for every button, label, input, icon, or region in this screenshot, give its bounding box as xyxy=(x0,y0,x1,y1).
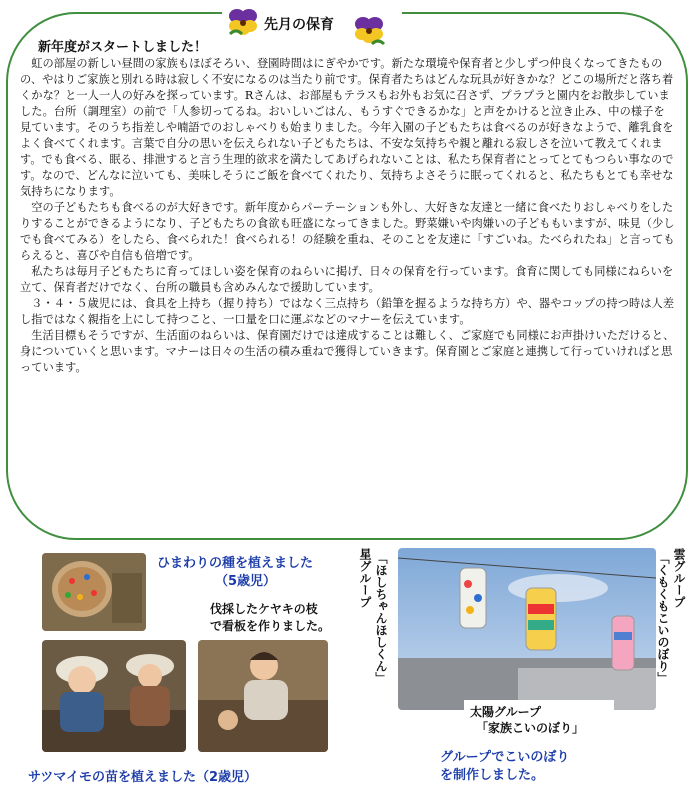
sunflower-caption: ひまわりの種を植えました xyxy=(157,556,314,571)
paragraph: 空の子どもたちも食べるのが大好きです。新年度からパーテーションも外し、大好きな友達と一緒に食べたりおしゃべりをしたりすることができるようになり、子どもたちの食欲も旺盛になってきました。野菜嫌いや肉嫌いの子どももいますが、味見（少しでも食べてみる）をしたら、食べられた！食べられる！の経験を重ね、そのことを友達に「すごいね。たべられたね」と言ってもらえると、喜びや自信も倍増です。 xyxy=(20,201,675,262)
koinobori-photo xyxy=(398,548,656,710)
paragraph: 私たちは毎月子どもたちに育ってほしい姿を保育のねらいに掲げ、日々の保育を行っています。食育に関しても同様にねらいを立て、保育者だけでなく、台所の職員も含めみんなで援助しています。 xyxy=(20,265,674,294)
sun-koinobori-title: 「家族こいのぼり」 xyxy=(476,721,585,735)
cloud-group-label xyxy=(672,548,686,688)
keyaki-note: 伐採したケヤキの枝 xyxy=(210,602,318,616)
koinobori-caption: を制作しました。 xyxy=(440,768,545,783)
sunflower-sign-photo xyxy=(42,553,146,631)
cloud-koinobori-title: 「くもくもこいのぼり」 xyxy=(656,552,670,684)
sunflower-age: （5歳児） xyxy=(215,574,277,589)
pansy-flower-icon xyxy=(226,6,260,36)
potato-caption: サツマイモの苗を植えました（2歳児） xyxy=(28,770,258,785)
keyaki-note: で看板を作りました。 xyxy=(210,619,331,633)
paragraph: 虹の部屋の新しい昼間の家族もほぼそろい、登園時間はにぎやかです。新たな環境や保育者と少しずつ仲良くなってきたものの、やはりご家族と別れる時は寂しく不安になるのは当たり前です。保育者たちはどんな玩具が好きかな？どこの場所だと落ち着くかな？と一人一人の好みを探っています。Rさんは、お部屋もテラスもお外もお気に召さず、プラプラと園内をお散歩していました。台所（調理室）の前で「人参切ってるね。おいしいごはん、もうすぐできるかな」と声をかけると泣き止み、中の様子を見ています。そのうち指差しや喃語でのおしゃべりも始まりました。今年入園の子どもたちは食べるのが好きなようで、離乳食をよく食べてくれます。言葉で自分の思いを伝えられない子どもたちは、不安な気持ちや親と離れる寂しさを泣いて教えてくれます。でも食べる、眠る、排泄すると言う生理的欲求を満たしてあげられないことは、私たち保育者にとってとてもつらい事なのです。なので、どんなに泣いても、美味しそうにご飯を食べてくれたり、気持ちよさそうに眠ってくれると、私たちもとても幸せな気持ちになります。 xyxy=(20,57,674,198)
star-group-name: 星グループ xyxy=(358,548,372,608)
article-body xyxy=(20,56,676,376)
koinobori-caption: グループでこいのぼり xyxy=(440,750,570,765)
cloud-koinobori-label xyxy=(656,552,670,722)
paragraph: 生活目標もそうですが、生活面のねらいは、保育園だけでは達成することは難しく、ご家庭でも同様にお声掛けいただけると、身についていくと思います。マナーは日々の生活の積み重ねで獲得していきます。保育園とご家庭と連携して行っていければと思っています。 xyxy=(20,329,675,374)
planting-photo-left xyxy=(42,640,186,752)
article-subtitle: 新年度がスタートしました！ xyxy=(38,40,208,55)
cloud-group-name: 雲グループ xyxy=(672,548,686,608)
pansy-flower-icon xyxy=(352,14,386,46)
star-koinobori-label xyxy=(374,552,388,742)
page-title: 先月の保育 xyxy=(264,17,334,33)
sun-group-name: 太陽グループ xyxy=(470,705,542,719)
star-group-label xyxy=(358,548,372,728)
star-koinobori-title: 「ほしちゃんほしくん」 xyxy=(374,552,388,684)
paragraph: ３・４・５歳児には、食具を上持ち（握り持ち）ではなく三点持ち（鉛筆を握るような持ち方）や、器やコップの持つ時は人差し指ではなく親指を上にして持つこと、一口量を口に運ぶなどのマナーを伝えています。 xyxy=(20,297,675,326)
planting-photo-right xyxy=(198,640,328,752)
